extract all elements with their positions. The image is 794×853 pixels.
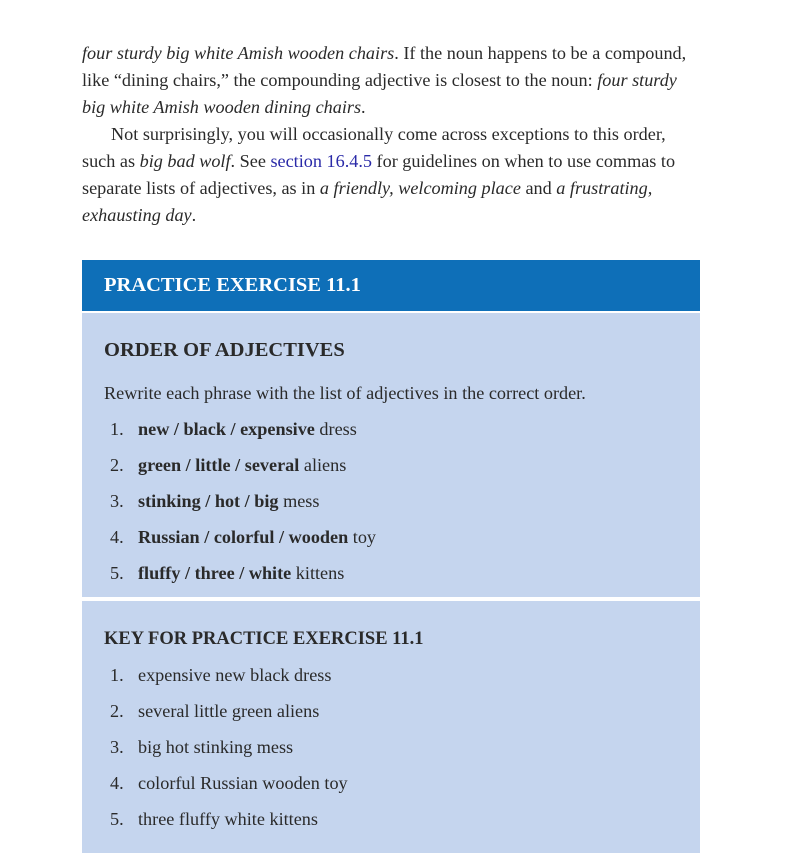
- answer-key-item: [104, 693, 678, 729]
- item-text: [138, 555, 344, 591]
- answer-key-box: [82, 601, 700, 853]
- adjective-separator: /: [200, 491, 215, 511]
- noun: mess: [283, 491, 320, 511]
- item-number: 4.: [110, 527, 124, 547]
- example-phrase: four sturdy big white Amish wooden chairs: [82, 43, 395, 63]
- example-phrase: a friendly, welcoming place: [319, 178, 521, 198]
- paragraph-2: [82, 121, 700, 229]
- paragraph-text: .: [191, 205, 197, 225]
- adjective: colorful: [213, 527, 275, 547]
- adjective: several: [244, 455, 300, 475]
- item-number: 1.: [110, 665, 124, 685]
- answer-key-item: [104, 801, 678, 837]
- item-number: 5.: [110, 563, 124, 583]
- adjective-separator: /: [225, 419, 241, 439]
- item-number: 3.: [110, 491, 124, 511]
- item-number: 2.: [110, 455, 124, 475]
- adjective-separator: /: [180, 563, 195, 583]
- adjective: wooden: [288, 527, 349, 547]
- exercise-box: [82, 313, 700, 597]
- adjective-separator: /: [240, 491, 255, 511]
- exercise-item: [104, 519, 678, 555]
- item-text: [138, 519, 376, 555]
- item-text: [138, 447, 346, 483]
- adjective: expensive: [240, 419, 315, 439]
- paragraph-text: .: [361, 97, 366, 117]
- adjective-separator: /: [234, 563, 249, 583]
- adjective: white: [248, 563, 292, 583]
- answer-key-item: [104, 729, 678, 765]
- exercise-title: ORDER OF ADJECTIVES: [104, 339, 345, 361]
- exercise-list: [104, 411, 678, 591]
- answer-text: three fluffy white kittens: [138, 809, 318, 829]
- answer-text: several little green aliens: [138, 701, 320, 721]
- item-text: [138, 483, 319, 519]
- item-number: 4.: [110, 773, 124, 793]
- exercise-item: [104, 447, 678, 483]
- adjective: stinking: [138, 491, 201, 511]
- adjective: three: [194, 563, 235, 583]
- answer-key-item: [104, 657, 678, 693]
- answer-text: colorful Russian wooden toy: [138, 773, 348, 793]
- answer-key-item: [104, 765, 678, 801]
- item-number: 5.: [110, 809, 124, 829]
- paragraph-text: and: [520, 178, 557, 198]
- exercise-item: [104, 483, 678, 519]
- adjective-separator: /: [169, 419, 184, 439]
- noun: aliens: [303, 455, 347, 475]
- example-phrase: four sturdy big white Amish wooden dining chairs: [82, 70, 677, 117]
- body-text: [82, 40, 700, 229]
- answer-key-list: [104, 657, 678, 837]
- example-phrase: big bad wolf: [139, 151, 231, 171]
- adjective: green: [138, 455, 182, 475]
- adjective: Russian: [138, 527, 200, 547]
- answer-text: expensive new black dress: [138, 665, 332, 685]
- adjective-separator: /: [199, 527, 214, 547]
- adjective: little: [195, 455, 231, 475]
- adjective: black: [183, 419, 226, 439]
- adjective-separator: /: [181, 455, 196, 475]
- exercise-item: [104, 555, 678, 591]
- adjective: hot: [214, 491, 241, 511]
- item-number: 2.: [110, 701, 124, 721]
- example-phrase: a frustrating, exhausting day: [82, 178, 653, 225]
- answer-text: big hot stinking mess: [138, 737, 294, 757]
- paragraph-text: . If the noun happens to be a compound, like “dining chairs,” the compounding adjective is closest to the noun:: [82, 43, 687, 90]
- item-text: [138, 411, 357, 447]
- adjective-separator: /: [274, 527, 289, 547]
- exercise-instructions: Rewrite each phrase with the list of adjectives in the correct order.: [104, 383, 586, 403]
- item-number: 3.: [110, 737, 124, 757]
- adjective: new: [138, 419, 170, 439]
- paragraph-1: [82, 40, 700, 121]
- adjective: fluffy: [138, 563, 181, 583]
- paragraph-text: . See: [230, 151, 271, 171]
- item-number: 1.: [110, 419, 124, 439]
- answer-key-title: KEY FOR PRACTICE EXERCISE 11.1: [104, 629, 424, 649]
- exercise-header: PRACTICE EXERCISE 11.1: [82, 260, 700, 311]
- noun: toy: [352, 527, 377, 547]
- section-link[interactable]: section 16.4.5: [270, 151, 372, 171]
- paragraph-text: Not surprisingly, you will occasionally come across exceptions to this order, such as: [82, 124, 666, 171]
- paragraph-text: for guidelines on when to use commas to separate lists of adjectives, as in: [82, 151, 676, 198]
- adjective: big: [254, 491, 279, 511]
- exercise-item: [104, 411, 678, 447]
- noun: kittens: [295, 563, 345, 583]
- noun: dress: [319, 419, 357, 439]
- adjective-separator: /: [230, 455, 245, 475]
